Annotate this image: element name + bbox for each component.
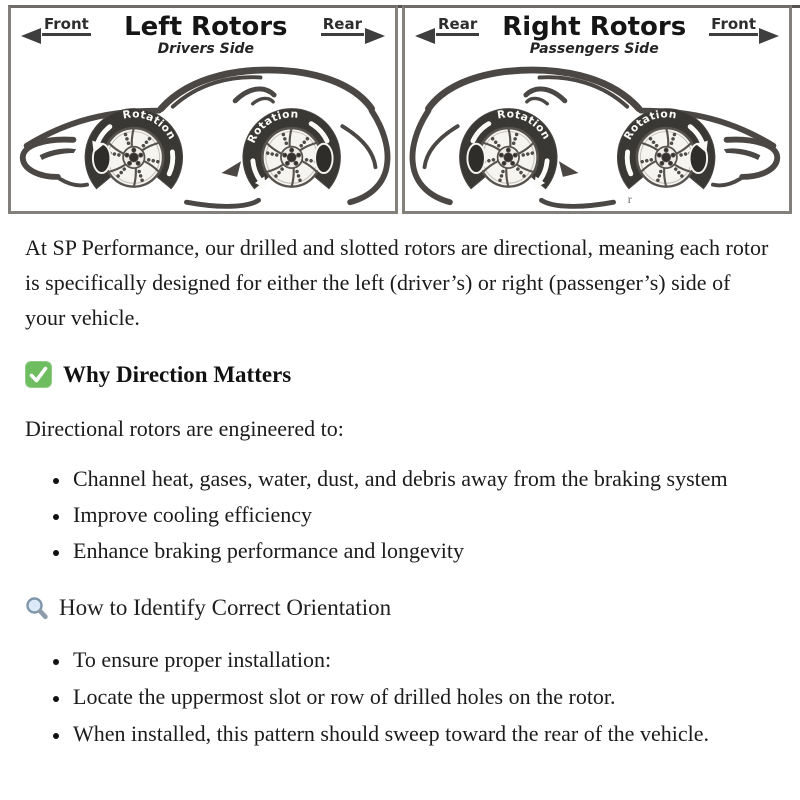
right-arrow-icon — [759, 28, 779, 44]
engineered-to-lead: Directional rotors are engineered to: — [25, 416, 344, 441]
heading-text: How to Identify Correct Orientation — [59, 595, 392, 620]
right-car-illustration — [407, 58, 787, 210]
why-direction-matters-heading — [25, 361, 770, 388]
intro-paragraph: At SP Performance, our drilled and slotted rotors are directional, meaning each rotor is specifically designed for either the left (driver’s) or right (passenger’s) side of your vehicle. — [25, 235, 769, 330]
list-item: • Locate the uppermost slot or row of drilled holes on the rotor. — [71, 679, 770, 714]
front-direction-label: Front — [709, 16, 779, 36]
rotation-arrow-label: Rotation — [621, 107, 678, 143]
installation-list — [25, 642, 770, 751]
identify-orientation-heading — [25, 595, 770, 621]
right-panel-header — [405, 8, 789, 57]
front-direction-label: Front — [21, 16, 91, 36]
rotation-arrow-label: Rotation — [244, 107, 300, 146]
list-item: • To ensure proper installation: — [71, 642, 770, 677]
left-car-illustration — [13, 58, 393, 210]
magnifying-glass-icon — [25, 596, 50, 621]
left-arrow-icon — [415, 28, 435, 44]
panel-subtitle: Passengers Side — [529, 41, 659, 58]
check-mark-icon — [25, 361, 52, 388]
list-item: • When installed, this pattern should sweep toward the rear of the vehicle. — [71, 716, 770, 751]
panel-subtitle: Drivers Side — [157, 41, 255, 58]
left-arrow-icon — [21, 28, 41, 44]
heading-text: Why Direction Matters — [63, 361, 292, 387]
right-arrow-icon — [365, 28, 385, 44]
left-rotors-panel — [8, 5, 398, 214]
left-panel-header — [11, 8, 395, 57]
rear-direction-label: Rear — [415, 16, 479, 36]
stray-mark: r — [627, 192, 632, 206]
rotation-arrow-label: Rotation — [496, 107, 554, 142]
rear-direction-label: Rear — [321, 16, 385, 36]
list-item: • Channel heat, gases, water, dust, and debris away from the braking system — [71, 461, 770, 496]
benefits-list — [25, 461, 770, 568]
list-item: • Improve cooling efficiency — [71, 497, 770, 532]
list-item: • Enhance braking performance and longevity — [71, 533, 770, 568]
article-body — [0, 230, 800, 783]
panel-title: Left Rotors — [124, 12, 288, 42]
rotor-direction-diagram — [8, 5, 792, 214]
rotation-arrow-label: Rotation — [121, 107, 179, 142]
right-rotors-panel — [402, 5, 792, 214]
panel-title: Right Rotors — [502, 12, 687, 42]
